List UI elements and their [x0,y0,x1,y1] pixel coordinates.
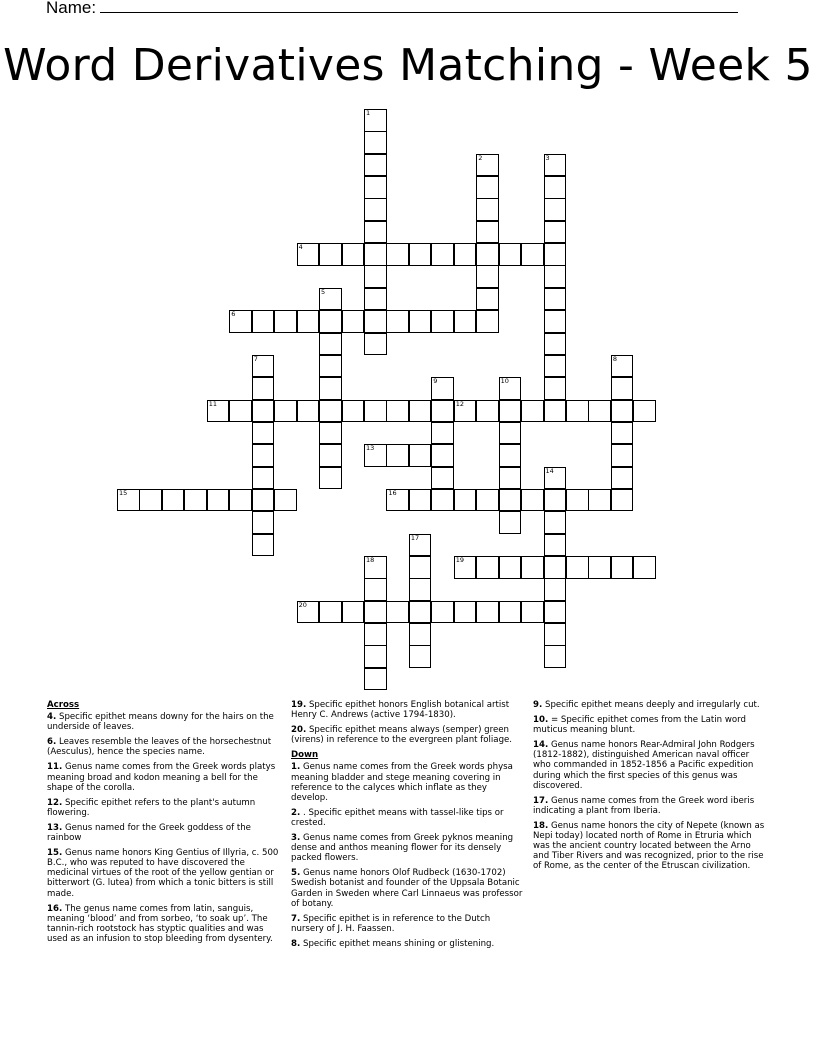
clue-down-3: 3. Genus name comes from Greek pyknos meaning dense and anthos meaning flower for its densely packed flowers. [291,833,514,864]
grid-cell[interactable] [499,511,522,534]
grid-cell[interactable] [409,310,432,333]
grid-cell[interactable] [454,400,477,423]
grid-cell[interactable] [364,176,387,199]
grid-cell[interactable] [544,265,567,288]
grid-cell[interactable] [566,400,589,423]
clue-down-10: 10. = Specific epithet comes from the Latin word muticus meaning blunt. [533,715,746,736]
grid-cell[interactable] [319,333,342,356]
clue-down-9: 9. Specific epithet means deeply and irregularly cut. [533,700,760,710]
clues-column-2 [291,700,525,954]
clue-number: 20 [298,600,307,609]
clue-number: 15 [119,488,128,497]
grid-cell[interactable] [476,556,499,579]
grid-cell[interactable] [252,534,275,557]
grid-cell[interactable] [364,601,387,624]
grid-cell[interactable] [454,556,477,579]
grid-cell[interactable] [364,578,387,601]
grid-cell[interactable] [409,645,432,668]
grid-cell[interactable] [319,400,342,423]
grid-cell[interactable] [364,623,387,646]
clue-number: 18 [365,556,375,564]
grid-cell[interactable] [544,578,567,601]
grid-cell[interactable] [319,467,342,490]
clue-number: 12 [455,399,465,408]
grid-cell[interactable] [499,243,522,266]
clue-number: 6 [231,310,236,319]
grid-cell[interactable] [476,288,499,311]
grid-cell[interactable] [544,310,567,333]
clue-across-16: 16. The genus name comes from latin, sanguis, meaning ‘blood’ and from sorbeo, ‘to soak up’. The tannin-rich rootstock has styptic qualities and was used as an infusion to stop bleeding from dysentery. [47,903,273,944]
grid-cell[interactable] [409,578,432,601]
grid-cell[interactable] [184,489,207,512]
grid-cell[interactable] [521,400,544,423]
grid-cell[interactable] [342,243,365,266]
grid-cell[interactable] [611,355,634,378]
grid-cell[interactable] [364,400,387,423]
grid-cell[interactable] [409,601,432,624]
grid-cell[interactable] [386,243,409,266]
grid-cell[interactable] [297,601,320,624]
grid-cell[interactable] [521,556,544,579]
grid-cell[interactable] [364,444,387,467]
grid-cell[interactable] [207,489,230,512]
clue-across-4: 4. Specific epithet means downy for the hairs on the underside of leaves. [47,712,274,733]
grid-cell[interactable] [544,377,567,400]
clue-number: 2 [478,153,483,162]
grid-cell[interactable] [544,288,567,311]
grid-cell[interactable] [252,467,275,490]
down-heading: Down [291,750,319,761]
clue-across-6: 6. Leaves resemble the leaves of the horsechestnut (Aesculus), hence the species name. [47,737,272,758]
grid-cell[interactable] [544,467,567,490]
grid-cell[interactable] [454,601,477,624]
grid-cell[interactable] [274,400,297,423]
grid-cell[interactable] [319,377,342,400]
grid-cell[interactable] [431,489,454,512]
grid-cell[interactable] [364,243,387,266]
grid-cell[interactable] [476,221,499,244]
grid-cell[interactable] [611,556,634,579]
grid-cell[interactable] [252,355,275,378]
grid-cell[interactable] [364,310,387,333]
page-title: Word Derivatives Matching - Week 5 [3,40,813,91]
grid-cell[interactable] [342,310,365,333]
grid-cell[interactable] [252,489,275,512]
grid-cell[interactable] [386,310,409,333]
grid-cell[interactable] [431,243,454,266]
clue-number: 3 [545,153,550,162]
grid-cell[interactable] [319,444,342,467]
grid-cell[interactable] [431,444,454,467]
grid-cell[interactable] [364,109,387,132]
grid-cell[interactable] [364,288,387,311]
grid-cell[interactable] [544,243,567,266]
clue-number: 17 [410,533,420,542]
clue-number: 19 [455,556,465,564]
grid-cell[interactable] [476,198,499,221]
grid-cell[interactable] [476,154,499,177]
clue-down-14: 14. Genus name honors Rear-Admiral John Rodgers (1812-1882), distinguished American naval officer who commanded in 1852-1856 a Pacific expedition during which the first species of this genus was discovered. [533,740,755,791]
clue-number: 13 [365,444,375,453]
grid-cell[interactable] [611,467,634,490]
grid-cell[interactable] [229,489,252,512]
clue-across-11: 11. Genus name comes from the Greek words platys meaning broad and kodon meaning a bell for the shape of the corolla. [47,762,276,793]
grid-cell[interactable] [544,221,567,244]
clue-number: 14 [545,466,554,475]
grid-cell[interactable] [342,601,365,624]
grid-cell[interactable] [409,243,432,266]
grid-cell[interactable] [319,310,342,333]
grid-cell[interactable] [342,400,365,423]
clue-across-15: 15. Genus name honors King Gentius of Illyria, c. 500 B.C., who was reputed to have discovered the medicinal virtues of the root of the yellow gentian or bitterwort (G. lutea) from which a tonic bitters is still made. [47,848,279,899]
clue-across-20: 20. Specific epithet means always (semper) green (virens) in reference to the evergreen plant foliage. [291,725,513,746]
name-label: Name: [46,0,97,17]
grid-cell[interactable] [409,400,432,423]
grid-cell[interactable] [633,556,656,579]
grid-cell[interactable] [544,400,567,423]
grid-cell[interactable] [588,556,611,579]
grid-cell[interactable] [274,489,297,512]
clue-number: 9 [433,377,438,386]
grid-cell[interactable] [162,489,185,512]
clue-number: 11 [208,399,218,408]
clue-number: 16 [388,488,397,497]
grid-cell[interactable] [431,400,454,423]
grid-cell[interactable] [566,556,589,579]
grid-cell[interactable] [297,243,320,266]
grid-cell[interactable] [476,265,499,288]
grid-cell[interactable] [252,444,275,467]
grid-cell[interactable] [207,400,230,423]
clues-column-3 [533,700,769,876]
grid-cell[interactable] [364,556,387,579]
grid-cell[interactable] [588,400,611,423]
grid-cell[interactable] [319,601,342,624]
grid-cell[interactable] [611,377,634,400]
clues-column-1 [47,700,283,949]
grid-cell[interactable] [431,377,454,400]
clue-down-8: 8. Specific epithet means shining or glistening. [291,938,495,949]
grid-cell[interactable] [431,422,454,445]
grid-cell[interactable] [499,467,522,490]
grid-cell[interactable] [588,489,611,512]
grid-cell[interactable] [431,467,454,490]
clue-number: 1 [365,109,371,117]
grid-cell[interactable] [476,400,499,423]
grid-cell[interactable] [544,511,567,534]
grid-cell[interactable] [611,400,634,423]
grid-cell[interactable] [544,333,567,356]
grid-cell[interactable] [252,310,275,333]
grid-cell[interactable] [454,310,477,333]
clue-down-18: 18. Genus name honors the city of Nepete (known as Nepi today) located north of Rome in Etruria which was the ancient country located between the Arno and Tiber Rivers and was recognized, prior to the rise of Rome, as the center of the Etruscan civilization. [533,820,765,872]
clue-number: 8 [612,354,618,363]
grid-cell[interactable] [499,422,522,445]
grid-cell[interactable] [252,377,275,400]
grid-cell[interactable] [544,534,567,557]
across-heading: Across [47,700,80,710]
grid-cell[interactable] [409,489,432,512]
grid-cell[interactable] [544,601,567,624]
grid-cell[interactable] [252,400,275,423]
grid-cell[interactable] [364,645,387,668]
grid-cell[interactable] [319,243,342,266]
grid-cell[interactable] [229,400,252,423]
grid-cell[interactable] [386,444,409,467]
grid-cell[interactable] [544,556,567,579]
grid-cell[interactable] [499,377,522,400]
grid-cell[interactable] [319,355,342,378]
grid-cell[interactable] [364,198,387,221]
grid-cell[interactable] [499,556,522,579]
grid-cell[interactable] [499,489,522,512]
grid-cell[interactable] [566,489,589,512]
grid-cell[interactable] [409,534,432,557]
grid-cell[interactable] [544,355,567,378]
grid-cell[interactable] [521,489,544,512]
grid-cell[interactable] [409,444,432,467]
clue-across-12: 12. Specific epithet refers to the plant's autumn flowering. [47,797,256,818]
grid-cell[interactable] [252,422,275,445]
grid-cell[interactable] [476,489,499,512]
grid-cell[interactable] [476,243,499,266]
grid-cell[interactable] [544,176,567,199]
grid-cell[interactable] [611,444,634,467]
grid-cell[interactable] [229,310,252,333]
grid-cell[interactable] [499,444,522,467]
grid-cell[interactable] [319,422,342,445]
clue-across-13: 13. Genus named for the Greek goddess of the rainbow [47,822,251,844]
grid-cell[interactable] [364,131,387,154]
grid-cell[interactable] [117,489,140,512]
grid-cell[interactable] [544,198,567,221]
grid-cell[interactable] [252,511,275,534]
grid-cell[interactable] [319,288,342,311]
grid-cell[interactable] [386,489,409,512]
clue-across-19: 19. Specific epithet honors English botanical artist Henry C. Andrews (active 1794-1830). [291,700,510,721]
grid-cell[interactable] [476,310,499,333]
grid-cell[interactable] [454,489,477,512]
grid-cell[interactable] [544,645,567,668]
clue-number: 5 [321,287,326,296]
grid-cell[interactable] [297,310,320,333]
grid-cell[interactable] [274,310,297,333]
grid-cell[interactable] [364,668,387,691]
clue-down-7: 7. Specific epithet is in reference to the Dutch nursery of J. H. Faassen. [291,913,491,934]
grid-cell[interactable] [521,243,544,266]
grid-cell[interactable] [386,601,409,624]
grid-cell[interactable] [409,623,432,646]
grid-cell[interactable] [364,265,387,288]
clue-down-2: 2. . Specific epithet means with tassel-like tips or crested. [291,807,504,828]
clue-number: 10 [500,377,509,386]
grid-cell[interactable] [431,601,454,624]
grid-cell[interactable] [364,221,387,244]
grid-cell[interactable] [499,601,522,624]
grid-cell[interactable] [544,623,567,646]
grid-cell[interactable] [139,489,162,512]
clue-down-5: 5. Genus name honors Olof Rudbeck (1630-1702) Swedish botanist and founder of the Uppsala Botanic Garden in Sweden where Carl Linnaeus was professor of botany. [291,868,523,909]
grid-cell[interactable] [611,422,634,445]
grid-cell[interactable] [521,601,544,624]
grid-cell[interactable] [409,556,432,579]
grid-cell[interactable] [544,154,567,177]
grid-cell[interactable] [454,243,477,266]
grid-cell[interactable] [297,400,320,423]
clue-number: 4 [298,243,303,252]
clue-number: 7 [253,354,258,363]
clue-down-17: 17. Genus name comes from the Greek word iberis indicating a plant from Iberia. [533,795,755,816]
clue-down-1: 1. Genus name comes from the Greek words physa meaning bladder and stege meaning covering in reference to the calyces which inflate as they develop. [291,762,513,803]
grid-cell[interactable] [633,400,656,423]
grid-cell[interactable] [499,400,522,423]
grid-cell[interactable] [544,489,567,512]
grid-cell[interactable] [386,400,409,423]
grid-cell[interactable] [476,176,499,199]
grid-cell[interactable] [476,601,499,624]
grid-cell[interactable] [611,489,634,512]
grid-cell[interactable] [431,310,454,333]
grid-cell[interactable] [364,154,387,177]
grid-cell[interactable] [364,333,387,356]
